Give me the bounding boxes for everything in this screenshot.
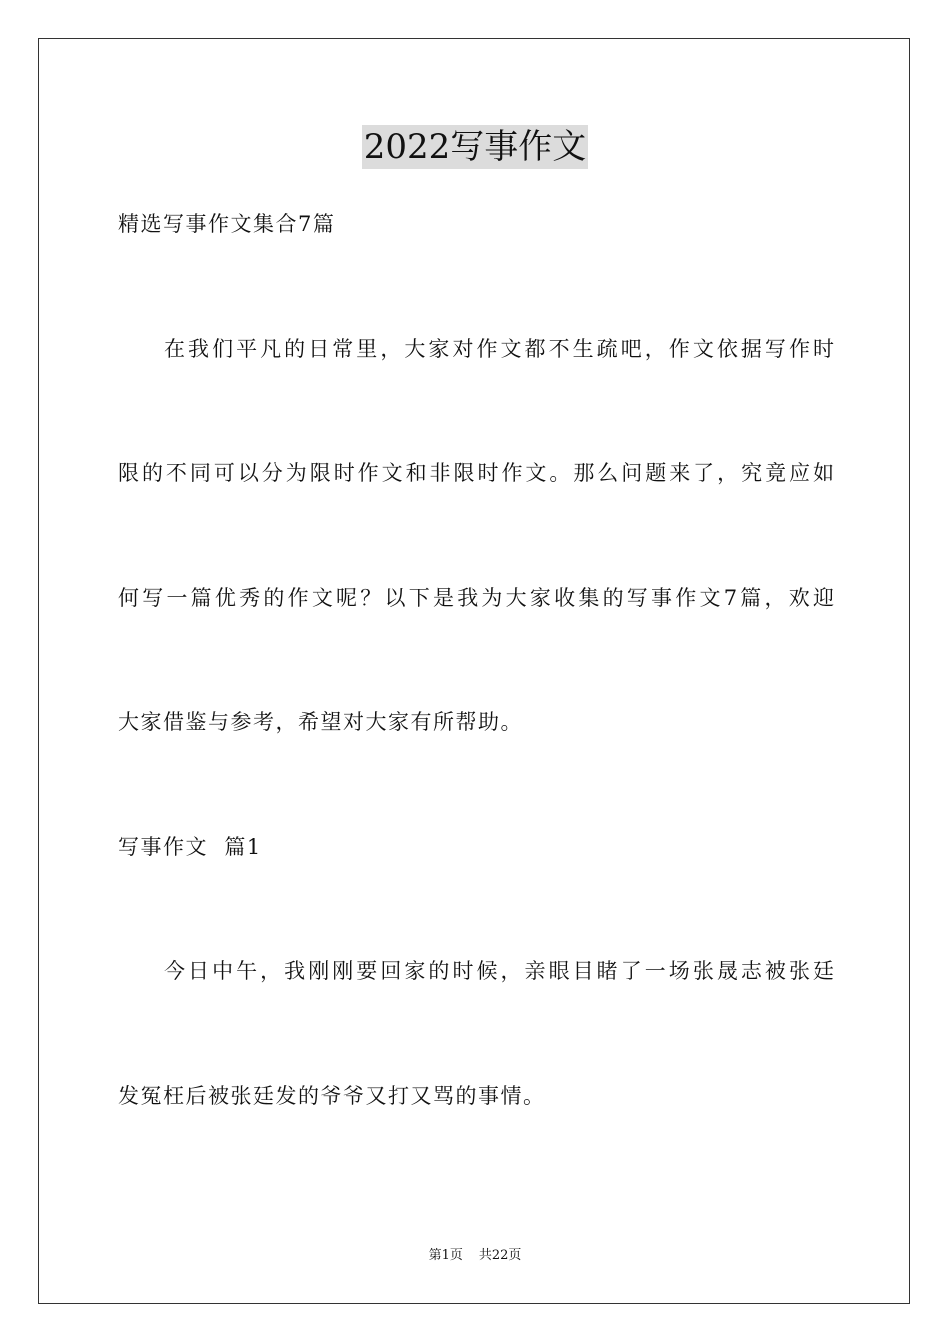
section-heading: 写事作文 篇1 bbox=[118, 835, 262, 859]
title-container bbox=[0, 125, 950, 169]
intro-line-2: 限的不同可以分为限时作文和非限时作文。那么问题来了，究竟应如 bbox=[118, 461, 834, 485]
section-line-2: 发冤枉后被张廷发的爷爷又打又骂的事情。 bbox=[118, 1084, 546, 1108]
page-total: 共22页 bbox=[478, 1248, 522, 1263]
page-footer bbox=[0, 1247, 950, 1265]
document-subtitle: 精选写事作文集合7篇 bbox=[118, 212, 336, 236]
section-line-1: 今日中午，我刚刚要回家的时候，亲眼目睹了一场张晟志被张廷 bbox=[164, 959, 834, 983]
intro-line-4: 大家借鉴与参考，希望对大家有所帮助。 bbox=[118, 710, 523, 734]
intro-line-3: 何写一篇优秀的作文呢？以下是我为大家收集的写事作文7篇，欢迎 bbox=[118, 586, 834, 610]
document-title: 2022写事作文 bbox=[363, 127, 587, 167]
intro-line-1: 在我们平凡的日常里，大家对作文都不生疏吧，作文依据写作时 bbox=[164, 337, 834, 361]
page-number: 第1页 bbox=[428, 1248, 463, 1263]
